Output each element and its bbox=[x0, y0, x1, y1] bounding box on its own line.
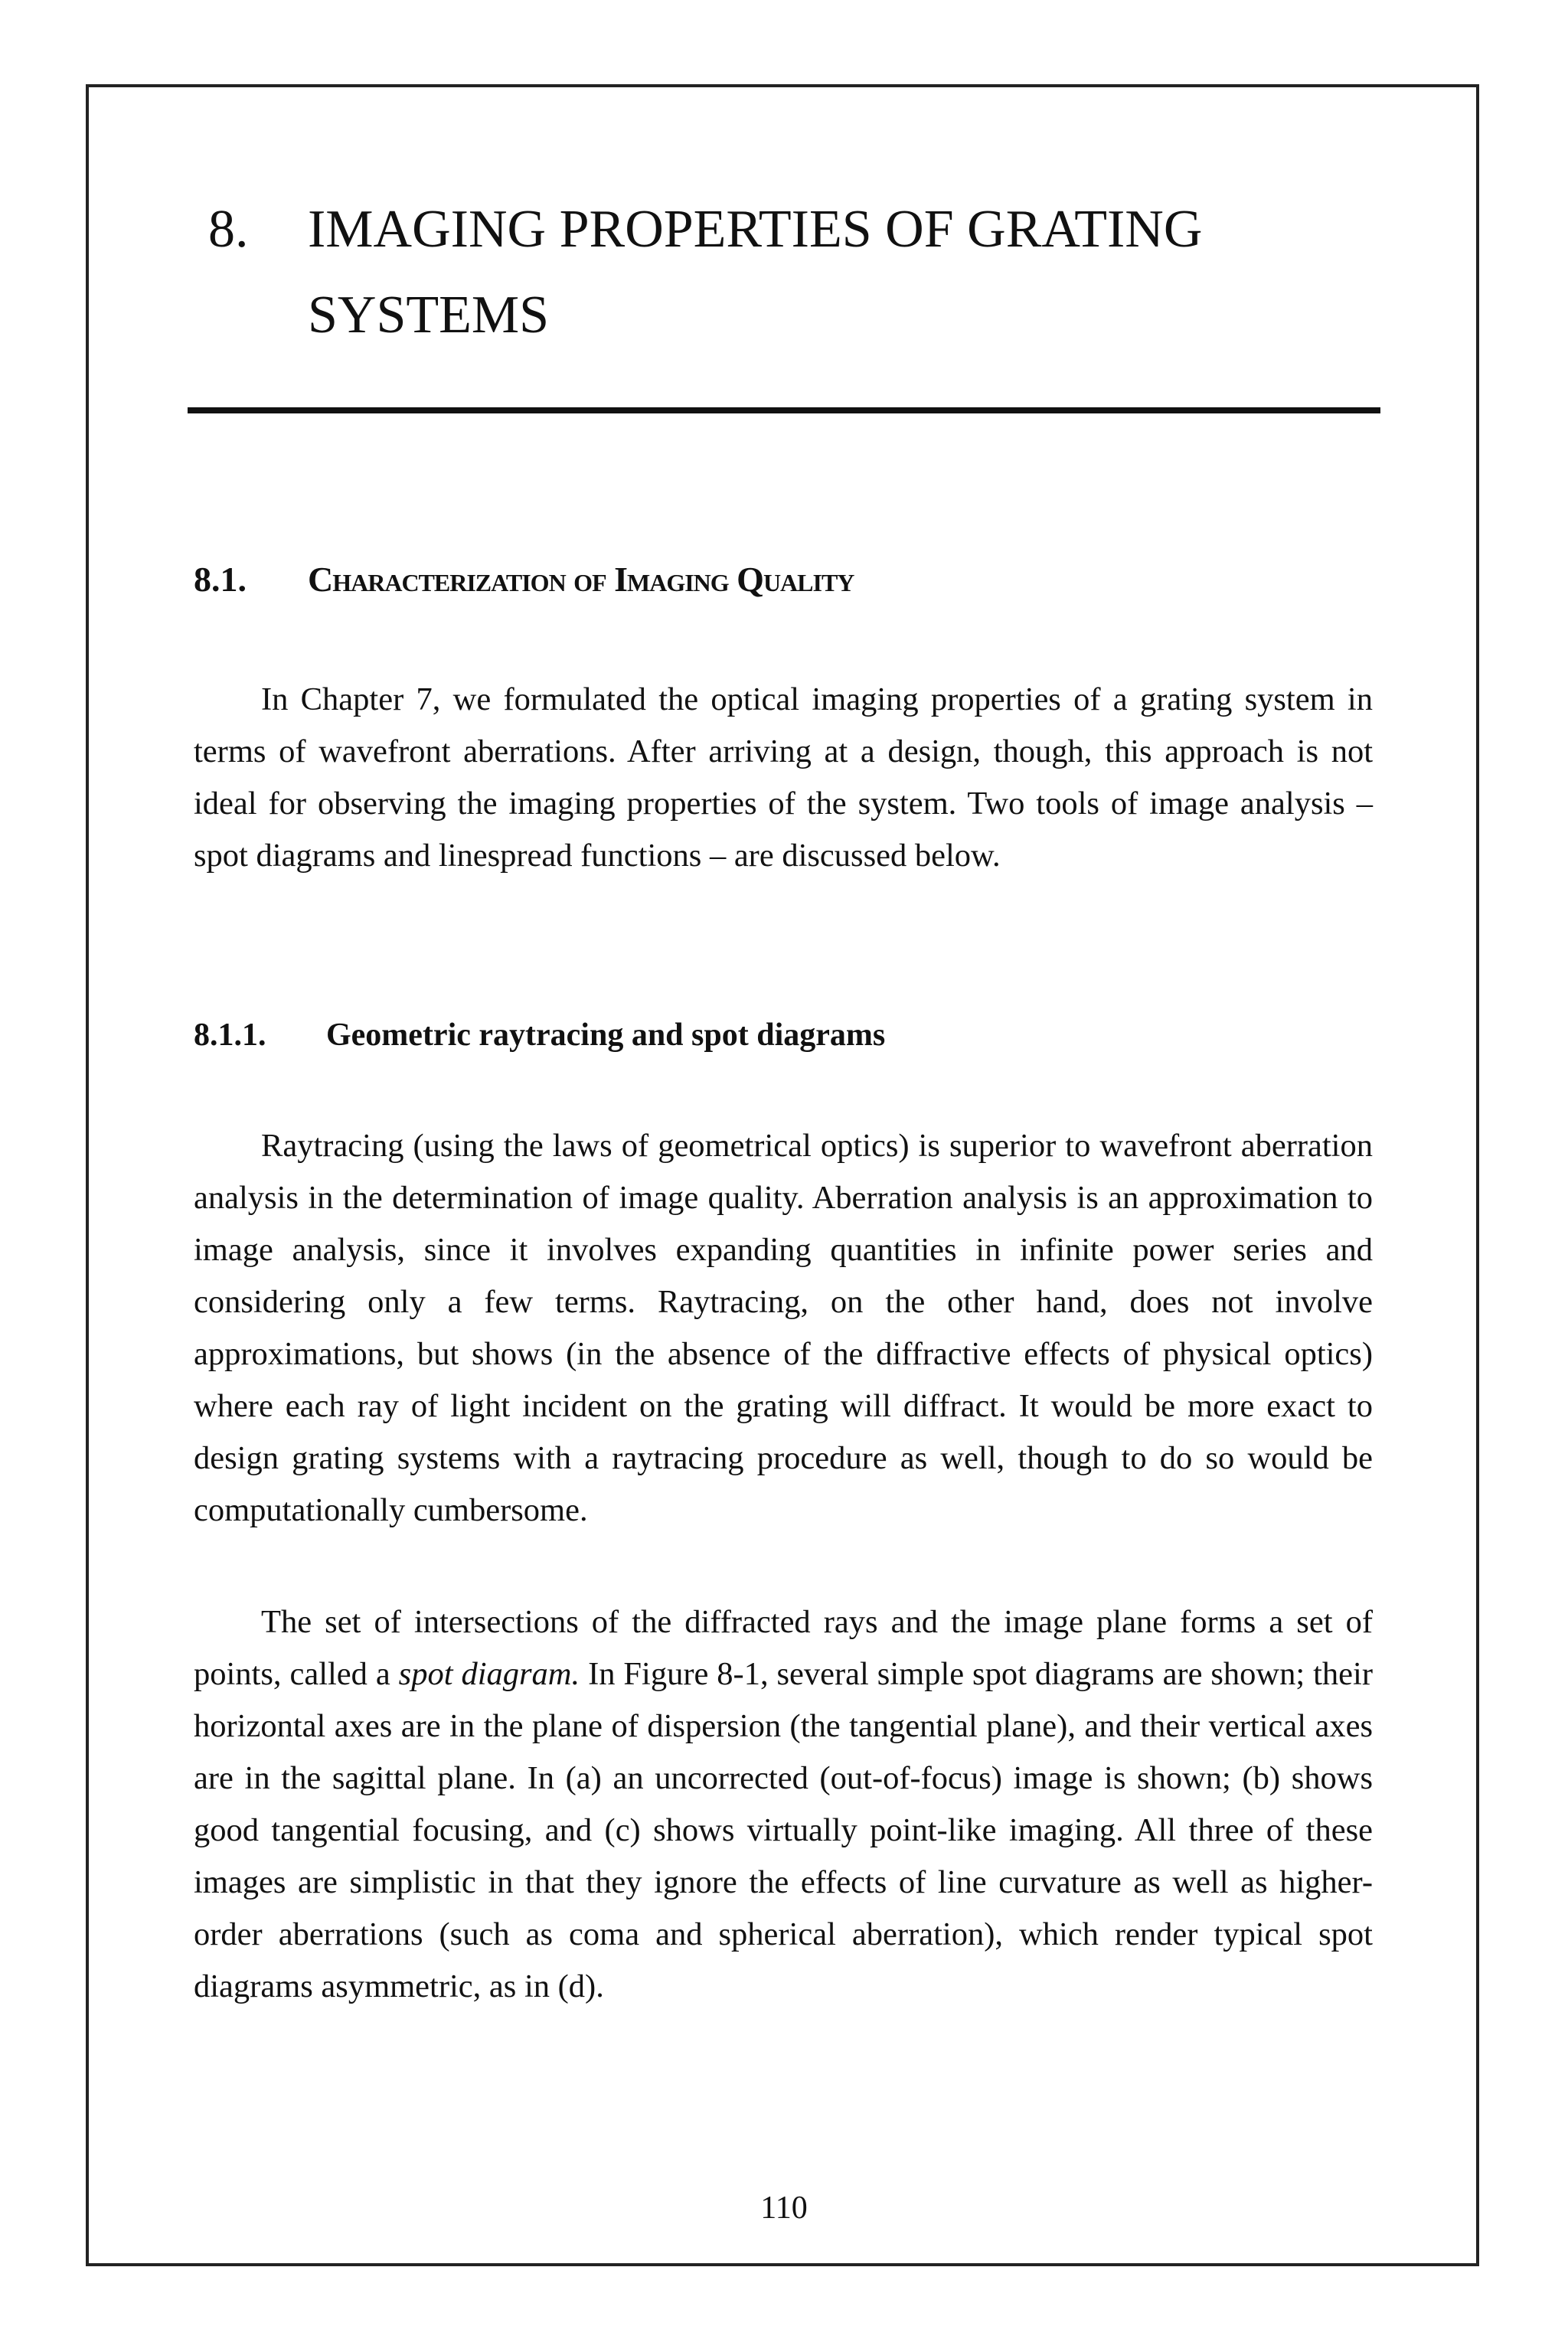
spot-diagram-term: spot diagram. bbox=[398, 1656, 580, 1692]
subsection-title: Geometric raytracing and spot diagrams bbox=[326, 1018, 886, 1053]
chapter-title: IMAGING PROPERTIES OF GRATING SYSTEMS bbox=[308, 200, 1203, 345]
spot-diagram-text-before: The set of intersections of the diffracted rays and the image plane forms a set of points, called a bbox=[194, 1604, 1373, 1692]
chapter-divider bbox=[188, 407, 1380, 413]
spot-diagram-text-after: In Figure 8-1, several simple spot diagrams are shown; their horizontal axes are in the plane of dispersion (the tangential plane), and their vertical axes are in the sagittal plane. In (a) an uncorrected (out-of-focus) image is shown; (b) shows good tangential focusing, and (c) shows virtually point-like imaging. All three of these images are simplistic in that they ignore the effects of line curvature as well as higher-order aberrations (such as coma and spherical aberration), which render typical spot diagrams asymmetric, as in (d). bbox=[194, 1656, 1373, 2004]
intro-paragraph: In Chapter 7, we formulated the optical imaging properties of a grating system in terms of wavefront aberrations. After arriving at a design, though, this approach is not ideal for observing the imaging properties of the system. Two tools of image analysis – spot diagrams and linespread functions – are discussed below. bbox=[194, 681, 1373, 874]
section-number: 8.1. bbox=[194, 560, 247, 599]
page-number: 110 bbox=[760, 2190, 808, 2226]
spot-diagram-paragraph bbox=[194, 1596, 1373, 2013]
section-title: Characterization of Imaging Quality bbox=[308, 560, 854, 599]
raytracing-paragraph: Raytracing (using the laws of geometrical optics) is superior to wavefront aberration analysis in the determination of image quality. Aberration analysis is an approximation to image analysis, since it involves expanding quantities in infinite power series and considering only a few terms. Raytracing, on the other hand, does not involve approximations, but shows (in the absence of the diffractive effects of physical optics) where each ray of light incident on the grating will diffract. It would be more exact to design grating systems with a raytracing procedure as well, though to do so would be computationally cumbersome. bbox=[194, 1128, 1373, 1528]
chapter-number: 8. bbox=[208, 200, 249, 259]
subsection-number: 8.1.1. bbox=[194, 1018, 266, 1053]
